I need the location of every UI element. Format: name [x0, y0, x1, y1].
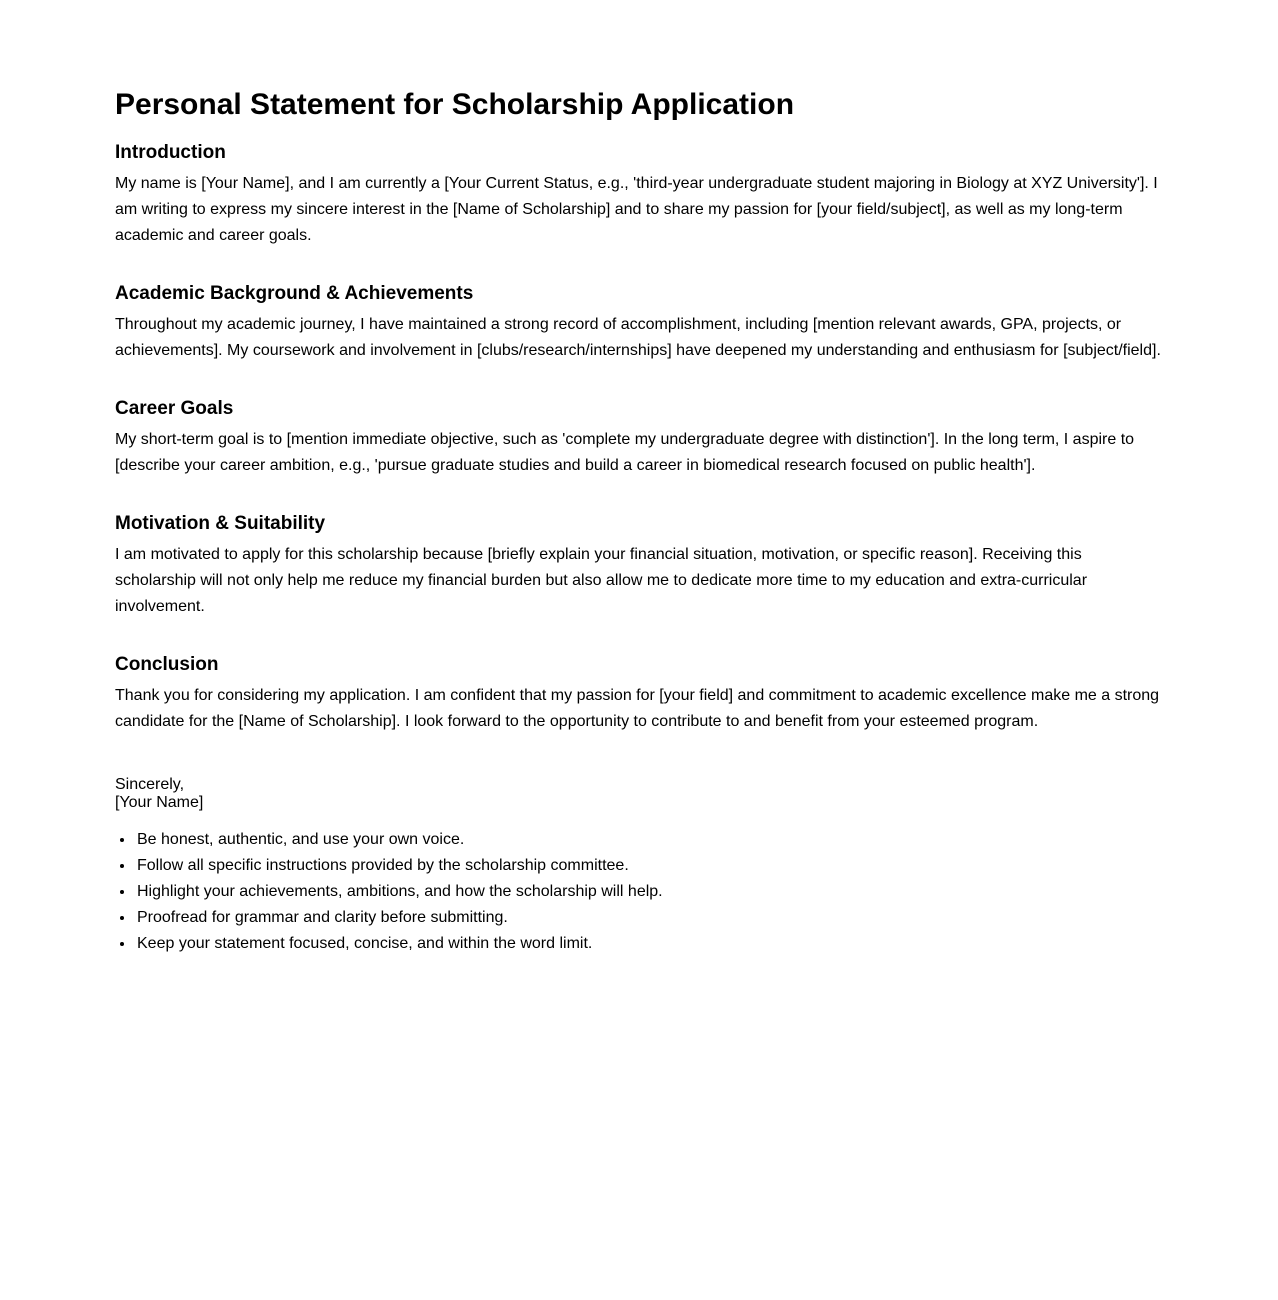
list-item: • Be honest, authentic, and use your own voice. [135, 827, 1163, 853]
section-conclusion-heading: Conclusion [115, 654, 219, 675]
section-career-goals-body: My short-term goal is to [mention immediate objective, such as 'complete my undergraduate degree with distinction']. In the long term, I aspire to [describe your career ambition, e.g., 'pursue graduate studies and build a career in biomedical research focused on public health']. [115, 431, 1135, 474]
list-item: • Follow all specific instructions provided by the scholarship committee. [135, 853, 1163, 879]
section-introduction-heading: Introduction [115, 142, 226, 163]
section-career-goals-heading: Career Goals [115, 398, 234, 419]
signature-closing: Sincerely, [115, 776, 185, 793]
tips-list [115, 827, 1163, 957]
section-conclusion [115, 653, 1163, 735]
signature-block [115, 776, 1163, 811]
section-academic-background-heading: Academic Background & Achievements [115, 283, 474, 304]
list-item: • Keep your statement focused, concise, and within the word limit. [135, 931, 1163, 957]
list-item: • Proofread for grammar and clarity before submitting. [135, 905, 1163, 931]
section-academic-background-body: Throughout my academic journey, I have maintained a strong record of accomplishment, including [mention relevant awards, GPA, projects, or achievements]. My coursework and involvement in [clubs/research/internships] have deepened my understanding and enthusiasm for [subject/field]. [115, 316, 1161, 359]
page-title-text: Personal Statement for Scholarship Application [115, 88, 795, 121]
section-motivation-suitability-body: I am motivated to apply for this scholarship because [briefly explain your financial situation, motivation, or specific reason]. Receiving this scholarship will not only help me reduce my financial burden but also allow me to dedicate more time to my education and extra-curricular involvement. [115, 546, 1088, 615]
page-title [115, 88, 1163, 122]
signature-name: [Your Name] [115, 793, 204, 811]
section-introduction [115, 141, 1163, 249]
section-career-goals [115, 397, 1163, 479]
list-item: • Highlight your achievements, ambitions, and how the scholarship will help. [135, 879, 1163, 905]
section-introduction-body: My name is [Your Name], and I am currently a [Your Current Status, e.g., 'third-year undergraduate student majoring in Biology at XYZ University']. I am writing to express my sincere interest in the [Name of Scholarship] and to share my passion for [your field/subject], as well as my long-term academic and career goals. [115, 175, 1158, 244]
section-academic-background [115, 282, 1163, 364]
section-motivation-suitability-heading: Motivation & Suitability [115, 513, 326, 534]
document-page [115, 0, 1163, 1077]
section-conclusion-body: Thank you for considering my application. I am confident that my passion for [your field] and commitment to academic excellence make me a strong candidate for the [Name of Scholarship]. I look forward to the opportunity to contribute to and benefit from your esteemed program. [115, 687, 1160, 730]
section-motivation-suitability [115, 512, 1163, 620]
